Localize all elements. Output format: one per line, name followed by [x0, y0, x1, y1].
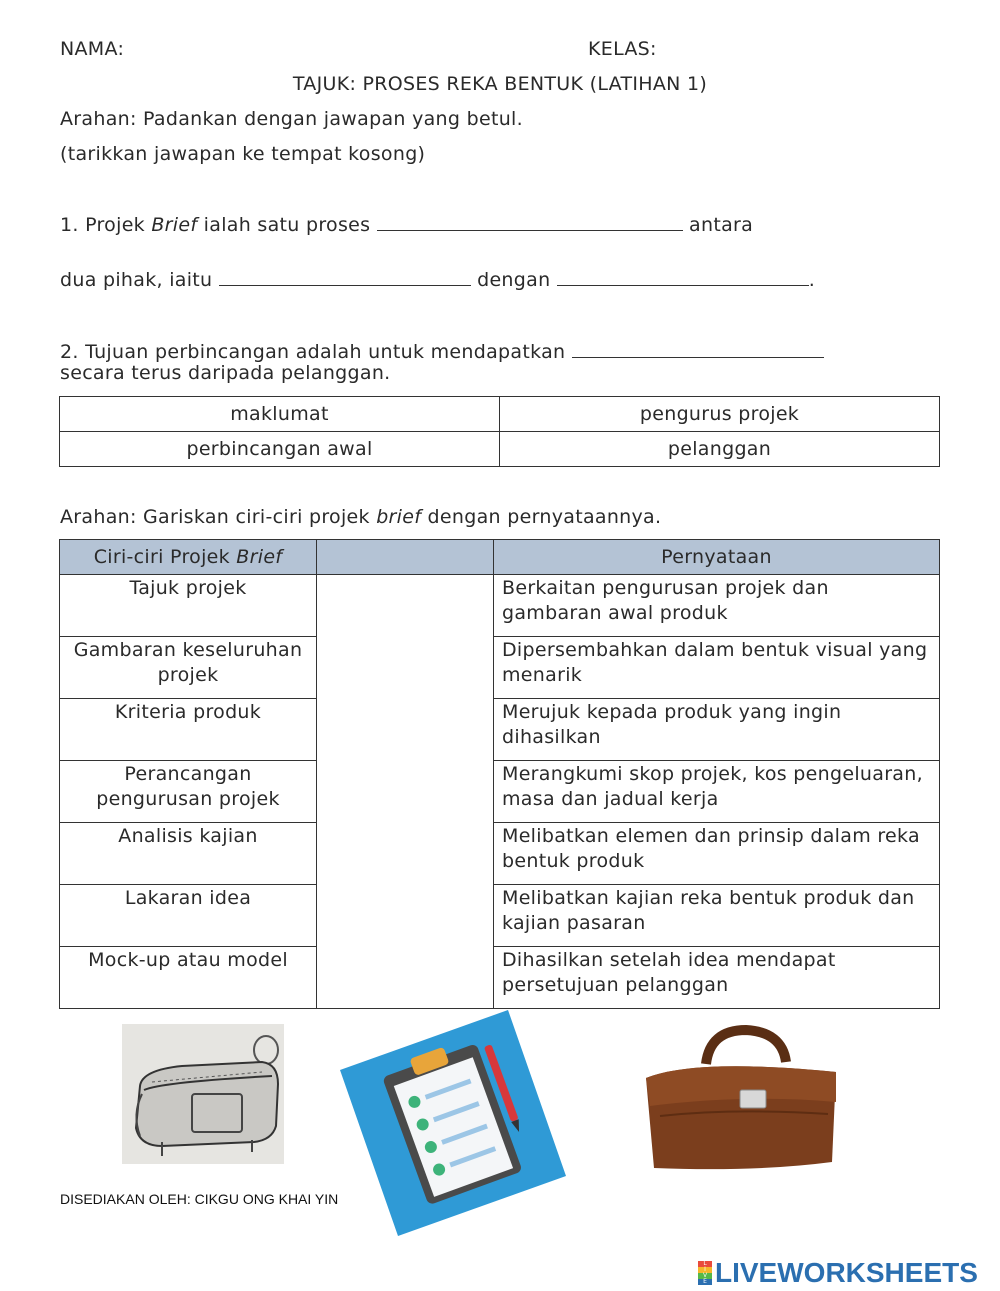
clipboard-checklist-icon	[340, 1010, 566, 1236]
line-drawing-area[interactable]	[317, 575, 494, 637]
ciri-item[interactable]: Gambaran keseluruhan projek	[60, 637, 317, 699]
pernyataan-item[interactable]: Merangkumi skop projek, kos pengeluaran, masa dan jadual kerja	[494, 761, 940, 823]
pernyataan-item[interactable]: Dihasilkan setelah idea mendapat persetujuan pelanggan	[494, 947, 940, 1009]
pernyataan-item[interactable]: Melibatkan kajian reka bentuk produk dan kajian pasaran	[494, 885, 940, 947]
header-ciri-ciri	[60, 540, 317, 575]
answer-blank-2[interactable]	[219, 267, 471, 286]
credit-text: DISEDIAKAN OLEH: CIKGU ONG KHAI YIN	[60, 1191, 339, 1207]
instruction-2-prefix: Arahan: Gariskan ciri-ciri projek	[60, 506, 377, 528]
briefcase-image	[636, 1022, 850, 1174]
ciri-item[interactable]: Tajuk projek	[60, 575, 317, 637]
pernyataan-item[interactable]: Melibatkan elemen dan prinsip dalam reka bentuk produk	[494, 823, 940, 885]
option-pelanggan[interactable]: pelanggan	[500, 432, 940, 467]
header-blank	[317, 540, 494, 575]
line-drawing-area[interactable]	[317, 637, 494, 699]
ciri-item[interactable]: Lakaran idea	[60, 885, 317, 947]
nama-label: NAMA:	[60, 38, 125, 60]
question-2-line-1	[60, 339, 824, 363]
instruction-2-suffix: dengan pernyataannya.	[421, 506, 662, 528]
option-maklumat[interactable]: maklumat	[60, 397, 500, 432]
answer-blank-4[interactable]	[572, 339, 824, 358]
liveworksheets-logo	[698, 1258, 978, 1288]
pernyataan-item[interactable]: Berkaitan pengurusan projek dan gambaran awal produk	[494, 575, 940, 637]
header-pernyataan: Pernyataan	[494, 540, 940, 575]
answer-blank-3[interactable]	[557, 267, 809, 286]
pernyataan-item[interactable]: Dipersembahkan dalam bentuk visual yang menarik	[494, 637, 940, 699]
briefcase-icon	[636, 1022, 850, 1174]
header-ciri-italic: Brief	[236, 546, 283, 568]
question-1-line-1	[60, 212, 753, 236]
logo-letter-l: L	[698, 1261, 712, 1267]
q1-part2-prefix: dua pihak, iaitu	[60, 269, 213, 291]
logo-mark	[698, 1261, 712, 1285]
option-pengurus-projek[interactable]: pengurus projek	[500, 397, 940, 432]
ciri-item[interactable]: Kriteria produk	[60, 699, 317, 761]
answer-blank-1[interactable]	[377, 212, 683, 231]
q1-suffix: antara	[689, 214, 754, 236]
line-drawing-area[interactable]	[317, 823, 494, 885]
question-2-line-2: secara terus daripada pelanggan.	[60, 362, 391, 384]
option-perbincangan-awal[interactable]: perbincangan awal	[60, 432, 500, 467]
matching-table	[59, 539, 940, 1009]
pernyataan-item[interactable]: Merujuk kepada produk yang ingin dihasilkan	[494, 699, 940, 761]
line-drawing-area[interactable]	[317, 699, 494, 761]
q1-prefix: 1. Projek	[60, 214, 152, 236]
line-drawing-area[interactable]	[317, 947, 494, 1009]
ciri-item[interactable]: Mock-up atau model	[60, 947, 317, 1009]
instruction-2-italic: brief	[376, 506, 422, 528]
page-title: TAJUK: PROSES REKA BENTUK (LATIHAN 1)	[292, 73, 708, 95]
q1-italic: Brief	[151, 214, 198, 236]
kelas-label: KELAS:	[588, 38, 657, 60]
header-ciri-prefix: Ciri-ciri Projek	[93, 546, 237, 568]
question-1-line-2	[60, 267, 815, 291]
bag-sketch-image	[122, 1024, 284, 1164]
q1-mid: ialah satu proses	[197, 214, 371, 236]
line-drawing-area[interactable]	[317, 885, 494, 947]
logo-letter-e: E	[698, 1279, 712, 1285]
logo-letter-v: V	[698, 1273, 712, 1279]
instruction-2	[60, 506, 661, 528]
instruction-1: Arahan: Padankan dengan jawapan yang betul.	[60, 108, 523, 130]
q1-period: .	[808, 269, 816, 291]
bag-sketch-icon	[122, 1024, 284, 1164]
q1-part2-mid: dengan	[477, 269, 551, 291]
clipboard-image	[340, 1010, 566, 1236]
ciri-item[interactable]: Perancangan pengurusan projek	[60, 761, 317, 823]
ciri-item[interactable]: Analisis kajian	[60, 823, 317, 885]
instruction-1b: (tarikkan jawapan ke tempat kosong)	[60, 143, 426, 165]
logo-text: LIVEWORKSHEETS	[715, 1257, 978, 1288]
logo-letter-i: I	[698, 1267, 712, 1273]
q2-text: 2. Tujuan perbincangan adalah untuk mendapatkan	[60, 341, 566, 363]
line-drawing-area[interactable]	[317, 761, 494, 823]
answer-options-table	[59, 396, 940, 467]
